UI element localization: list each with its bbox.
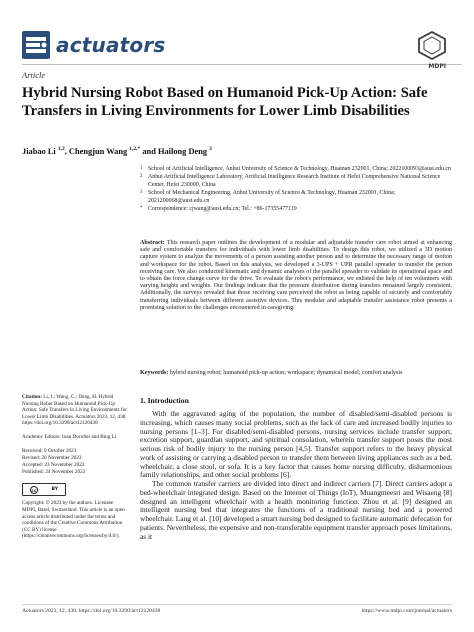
revised-date: Revised: 20 November 2023	[22, 454, 82, 461]
affiliations	[140, 166, 452, 214]
author-name[interactable]: Chengjun Wang	[68, 146, 128, 156]
footer-divider	[22, 604, 452, 605]
body-paragraph: The common transfer carriers are divided into direct and indirect carriers [7]. Direct carriers adopt a bed-wheelchair integrated design. Based on the Internet of Things (IoT), Muangmeesri and Wisaeng [8] designed an intelligent wheelchair with a health monitoring function. Zhou et al. [9] designed an intelligent nursing bed that integrates the functions of a traditional nursing bed and a powered wheelchair. Lang et al. [10] developed a smart nursing bed designed to facilitate automatic defecation for patients. Nevertheless, the expensive and non-transferable equipment transfer approach poses limitations, as it	[140, 479, 452, 541]
keywords-text: hybrid nursing robot; humanoid pick-up action; workspace; dynamical model; comfort analysis	[169, 370, 403, 376]
correspondence-marker: *	[140, 206, 143, 212]
academic-editors: Academic Editors: Ioan Doroftei and Bing Li	[22, 433, 117, 440]
abstract	[140, 240, 452, 312]
section-heading: 1. Introduction	[140, 396, 189, 405]
affiliation-number: 3	[140, 190, 143, 196]
keywords	[140, 370, 452, 377]
article-title: Hybrid Nursing Robot Based on Humanoid Pick-Up Action: Safe Transfers in Living Environments for Lower Limb Disabilities	[22, 85, 428, 119]
footer-citation[interactable]: Actuators 2023, 12, 438. https://doi.org/10.3390/act12120438	[22, 608, 161, 614]
affiliation-number: 1	[140, 166, 143, 171]
abstract-text: This research paper outlines the development of a modular and adjustable transfer care robot aimed at enhancing safe and comfortable transfers for individuals with lower limb disabilities. To design this robot, we utilized a 3D motion capture system to analyze the movements of a person assisting another person and to determine the necessary range of motion and workspace for the robot. Based on this analysis, we developed a 3-UPS + UPR parallel spreader to transfer the person receiving care. We also conducted kinematic and dynamic analyses of the parallel spreader to validate its operational space and to obtain the force change curve for the drive. To evaluate the robot's performance, we enlisted the help of ten volunteers with varying heights and weights. Our findings indicate that the pressure distribution during transfers remained largely consistent. Additionally, the surveys revealed that those receiving care perceived the robot as being capable of securely and comfortably transferring individuals between different assistive devices. This modular and adaptable transfer assistance robot presents a promising solution to the challenges encountered in caregiving.	[140, 240, 452, 311]
mdpi-logo-icon	[416, 31, 448, 61]
by-label: BY	[51, 486, 59, 492]
affiliation-item: 3 School of Mechanical Engineering, Anhui University of Science & Technology, Huainan 232001, China; 2021200068@aust.edu.cn	[140, 190, 396, 204]
copyright-notice: Copyright: © 2023 by the authors. Licensee MDPI, Basel, Switzerland. This article is an open access article distributed under the terms and conditions of the Creative Commons Attribution (CC BY) license (https://creativecommons.org/licenses/by/4.0/).	[22, 500, 125, 540]
citation-text[interactable]: Li, J.; Wang, C.; Deng, H. Hybrid Nursing Robot Based on Humanoid Pick-Up Action: Safe Transfers in Living Environments for Lower Limb Disabilities. Actuators 2023, 12, 438. https://doi.org/10.3390/act12120438	[22, 394, 127, 427]
abstract-label: Abstract:	[140, 240, 165, 246]
journal-name: actuators	[56, 33, 166, 57]
publisher-name: MDPI	[428, 63, 446, 70]
article-sidebar	[22, 394, 128, 540]
author-affiliation-marker: 3	[209, 146, 212, 152]
author-affiliation-marker: 1,2	[57, 146, 65, 152]
accepted-date: Accepted: 23 November 2023	[22, 461, 85, 468]
cc-icon: cc	[31, 487, 37, 493]
introduction-body	[140, 410, 452, 541]
body-paragraph: With the aggravated aging of the population, the number of disabled/semi-disabled persons is increasing, which causes many social problems, such as the lack of care and increased bodily injuries to nursing persons [1–3]. For disabled/semi-disabled persons, nursing services include transfer support, excretion support, guardian support, and spiritual consolation, wherein transfer support poses the most serious risk of bodily injury to the nursing person [4,5]. Transfer support refers to the heavy physical work of assisting or carrying a disabled person to transfer them between living appliances such as a bed, wheelchair, a close stool, or sofa. It is a key factor that causes home nursing difficulty, disharmonious family relationships, and other social problems [6].	[140, 409, 452, 480]
article-type: Article	[22, 70, 46, 80]
affiliation-number: 2	[140, 174, 143, 180]
journal-logo-icon	[22, 31, 50, 59]
citation-block: Citation: Li, J.; Wang, C.; Deng, H. Hybrid Nursing Robot Based on Humanoid Pick-Up Action: Safe Transfers in Living Environments for Lower Limb Disabilities. Actuators 2023, 12, 438. https://doi.org/10.3390/act12120438	[22, 394, 127, 427]
received-date: Received: 9 October 2023	[22, 447, 77, 454]
footer-journal-url[interactable]: https://www.mdpi.com/journal/actuators	[361, 608, 452, 614]
correspondence-item: * Correspondence: cjwang@aust.edu.cn; Tel.: +86-17355477119	[140, 206, 297, 213]
keywords-label: Keywords:	[140, 370, 169, 376]
author-name[interactable]: Jiabao Li	[22, 146, 56, 156]
cc-by-license-icon[interactable]	[22, 483, 66, 496]
journal-header	[22, 31, 462, 59]
affiliation-item: 2 Anhui Artificial Intelligence Laboratory, Artificial Intelligence Research Institute of Hefei Comprehensive National Science Center, Hefei 230000, China	[140, 174, 441, 188]
publication-dates	[22, 448, 128, 476]
affiliation-item: 1 School of Artificial Intelligence, Anhui University of Science & Technology, Huainan 232001, China; 2022100093@aust.edu.cn	[140, 166, 451, 172]
header-divider	[22, 64, 462, 65]
author-list: Jiabao Li $^{1,2}$, Chengjun Wang $^{1,2,*}$ and Hailong Deng $^3$	[22, 146, 212, 156]
author-affiliation-marker: 1,2,*	[129, 146, 141, 152]
author-name[interactable]: Hailong Deng	[157, 146, 208, 156]
published-date: Published: 24 November 2023	[22, 468, 86, 475]
